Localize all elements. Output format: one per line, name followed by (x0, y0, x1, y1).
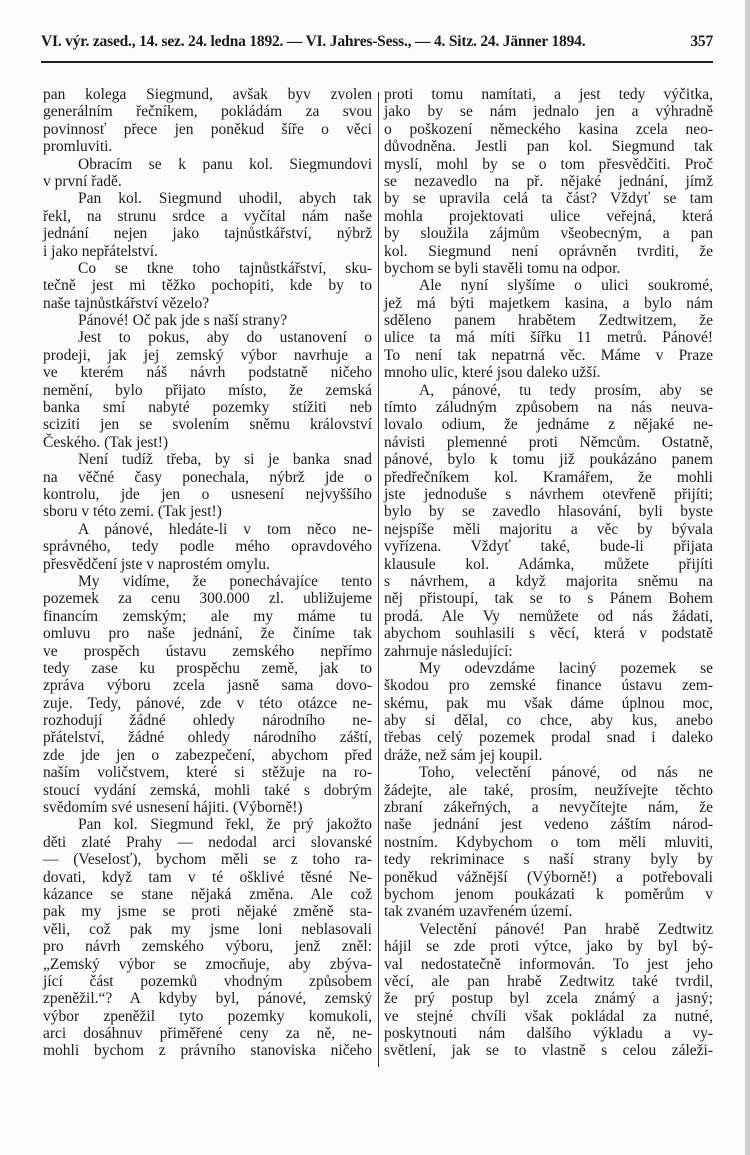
text-line: Obracím se k panu kol. Siegmundovi (78, 155, 372, 173)
text-line: A, pánové, tu tedy prosím, aby se (419, 381, 713, 399)
text-line: prodá. Ale Vy nemůžete od nás žádati, (384, 607, 713, 625)
text-line: abychom souhlasili s věcí, která v podstatě (384, 625, 713, 643)
text-line: věli, což pak my jsme loni neblasovali (43, 920, 372, 938)
text-line: ve kterém náš návrh podstatně ničeho (43, 364, 372, 382)
text-line: správného, tedy podle mého opravdového (43, 538, 372, 556)
paragraph (43, 86, 372, 156)
text-line: sboru v této zemi. (Tak jest!) (43, 503, 222, 521)
text-line: Toho, velectění pánové, od nás ne (419, 764, 713, 782)
text-line: tak zvaném uzavřeném území. (384, 903, 573, 921)
text-line: Pan kol. Siegmund řekl, že prý jakožto (78, 816, 372, 834)
text-line: Jest to pokus, aby do ustanovení o (78, 329, 372, 347)
text-line: povinnosť přece jen poněkud šíře o věci (43, 120, 372, 138)
text-line: věcí, ale pan hrabě Zedtwitz také tvrdil, (384, 972, 713, 990)
text-line: lovalo odium, že jednáme z nějaké ne- (384, 416, 713, 434)
text-line: v první řadě. (43, 172, 122, 190)
text-line: nemění, bylo přijato místo, že zemská (43, 381, 372, 399)
paragraph (384, 382, 713, 660)
text-line: tedy zase ku prospěchu země, jak to (43, 659, 372, 677)
text-line: něj přistoupí, tak se to s Pánem Bohem (384, 590, 713, 608)
text-line: naše jednání jest vedeno záštím národ- (384, 816, 713, 834)
running-title: VI. výr. zased., 14. sez. 24. ledna 1892. — VI. Jahres-Sess., — 4. Sitz. 24. Jänner 1894. (41, 33, 586, 50)
text-line: sciziti jen se svolením sněmu království (43, 416, 372, 434)
text-line: bychom jenom poukázati k poměrům v (384, 885, 713, 903)
text-line: skému, pak mu však dáme úplnou moc, (384, 694, 713, 712)
text-line: kázance se stane nějaká změna. Ale což (43, 885, 372, 903)
paragraph (384, 277, 713, 381)
text-line: ulice ta má míti šířku 11 metrů. Pánové! (384, 329, 713, 347)
text-line: jako by se nám jednalo jen a výhradně (384, 103, 713, 121)
paragraph (43, 329, 372, 451)
text-line: naše tajnůstkářství vězelo? (43, 294, 210, 312)
right-column (384, 86, 713, 1060)
text-line: — (Veselosť), bychom měli se z toho ra- (43, 851, 372, 869)
text-line: zpráva výboru zcela jasně sama dovo- (43, 677, 372, 695)
text-line: promluviti. (43, 138, 113, 156)
text-line: My vidíme, že ponechávajíce tento (78, 572, 372, 590)
paragraph (43, 312, 372, 329)
text-line: žádejte, ale také, prosím, neužívejte těchto (384, 781, 713, 799)
text-line: pánové, bylo k tomu již poukázáno panem (384, 451, 713, 469)
text-line: by se upravila celá ta část? Vždyť se tam (384, 190, 713, 208)
text-line: banka smí nabyté pozemky stížiti neb (43, 399, 372, 417)
text-line: Pan kol. Siegmund uhodil, abych tak (78, 190, 372, 208)
text-line: mohli bychom z právního stanoviska ničeho (43, 1042, 372, 1060)
text-line: zahrnuje následující: (384, 642, 513, 660)
text-line: jednání nejen jako tajnůstkářství, nýbrž (43, 225, 372, 243)
text-line: děti zlaté Prahy — nedodal arci slovanské (43, 833, 372, 851)
page-number: 357 (690, 33, 713, 50)
text-line: ve stejné chvíli však pokládal za nutné, (384, 1007, 713, 1025)
text-line: mohla projektovati ulice veřejná, která (384, 207, 713, 225)
text-line: jící část pozemků vhodným způsobem (43, 972, 372, 990)
text-line: nostním. Kdybychom o tom měli mluviti, (384, 833, 713, 851)
text-line: zuje. Tedy, pánové, zde v této otázce ne- (43, 694, 372, 712)
text-line: vyřízena. Vždyť také, bude-li přijata (384, 538, 713, 556)
text-line: generálním řečníkem, pokládám za svou (43, 103, 372, 121)
text-line: jste jednoduše s návrhem otevřeně přijíti; (384, 485, 713, 503)
paragraph (43, 156, 372, 191)
paragraph (384, 86, 713, 277)
paragraph (43, 521, 372, 573)
text-line: jež má býti majetkem kasina, a bylo nám (384, 294, 713, 312)
text-line: ve prospěch ústavu zemského nepřímo (43, 642, 372, 660)
paragraph (384, 921, 713, 1060)
text-line: Velectění pánové! Pan hrabě Zedtwitz (419, 920, 713, 938)
text-line: myslí, mohl by se o tom přesvědčiti. Proč (384, 155, 713, 173)
text-line: Co se tkne toho tajnůstkářství, sku- (78, 259, 372, 277)
text-line: pak my jsme se proti nějaké změně sta- (43, 903, 372, 921)
text-line: světlení, jak se to vlastně s celou záleži- (384, 1042, 713, 1060)
text-line: dráže, než sám jej koupil. (384, 746, 543, 764)
text-line: poněkud vážnější (Výborně!) a potřebovali (384, 868, 713, 886)
text-line: klausule kol. Adámka, můžete přijíti (384, 555, 713, 573)
paragraph (43, 451, 372, 521)
text-line: předřečníkem kol. Kramářem, že mohli (384, 468, 713, 486)
text-line: že prý postup byl zcela známý a jasný; (384, 990, 713, 1008)
text-line: omluvu pro naše jednání, že činíme tak (43, 625, 372, 643)
text-line: dovati, když tam v té ošklivé těsné Ne- (43, 868, 372, 886)
text-line: mnoho ulic, které jsou daleko užší. (384, 364, 601, 382)
header-rule (41, 61, 713, 63)
text-line: poskytnouti nám dalšího výkladu a vy- (384, 1025, 713, 1043)
running-header (41, 33, 713, 51)
text-line: s návrhem, a když majorita sněmu na (384, 572, 713, 590)
paragraph (43, 573, 372, 816)
text-line: hájil se zde proti výtce, jako by byl bý- (384, 938, 713, 956)
paragraph (43, 260, 372, 312)
text-line: tímto záludným způsobem na nás neuva- (384, 399, 713, 417)
text-line: Českého. (Tak jest!) (43, 433, 169, 451)
text-line: svědomím své usnesení hájiti. (Výborně!) (43, 799, 303, 817)
text-line: přesvědčení jste v naprostém omylu. (43, 555, 270, 573)
text-line: Ale nyní slyšíme o ulici soukromé, (419, 277, 713, 295)
text-line: třebas celý pozemek prodal snad i daleko (384, 729, 713, 747)
text-line: by sloužila zájmům všeobecným, a pan (384, 225, 713, 243)
text-line: kol. Siegmund není oprávněn tvrditi, že (384, 242, 713, 260)
text-line: důvodněna. Jestli pan kol. Siegmund tak (384, 138, 713, 156)
paragraph (384, 764, 713, 921)
text-line: A pánové, hledáte-li v tom něco ne- (78, 520, 372, 538)
text-line: sděleno panem hrabětem Zedtwitzem, že (384, 312, 713, 330)
text-line: o poškození německého kasina zcela neo- (384, 120, 713, 138)
text-line: zpeněžil.“? A kdyby byl, pánové, zemský (43, 990, 372, 1008)
text-line: tečně jest mi těžko pochopiti, kde by to (43, 277, 372, 295)
left-column (43, 86, 372, 1060)
text-line: Není tudíž třeba, by si je banka snad (78, 451, 372, 469)
text-line: nejspíše měli majoritu a věc by bývala (384, 520, 713, 538)
text-line: naším voličstvem, které si stěžuje na ro- (43, 764, 372, 782)
page-edge (745, 0, 750, 1155)
text-line: pozemek za cenu 300.000 zl. ubližujeme (43, 590, 372, 608)
text-line: pro návrh zemského výboru, jenž zněl: (43, 938, 372, 956)
text-line: pan kolega Siegmund, avšak byv zvolen (43, 86, 372, 103)
text-line: tedy rekriminace s naší strany byly by (384, 851, 713, 869)
text-line: bylo by se zavedlo hlasování, byli byste (384, 503, 713, 521)
paragraph (43, 816, 372, 1059)
text-line: na věčné časy ponechala, nýbrž jde o (43, 468, 372, 486)
column-divider (378, 92, 379, 1067)
text-line: Pánové! Oč pak jde s naší strany? (78, 312, 288, 330)
text-line: i jako nepřátelství. (43, 242, 158, 260)
text-line: škodou pro zemské finance ústavu zem- (384, 677, 713, 695)
text-line: arci dosáhnuv přiměřené ceny za ně, ne- (43, 1025, 372, 1043)
text-line: zbraní zákeřných, a nevyčítejte nám, že (384, 799, 713, 817)
text-line: financím zemským; ale my máme tu (43, 607, 372, 625)
text-line: zde jde jen o zabezpečení, abychom před (43, 746, 372, 764)
text-line: přátelství, žádné ohledy národního záští, (43, 729, 372, 747)
text-line: se nezavedlo na př. nějaké jednání, jímž (384, 172, 713, 190)
text-line: rozhodují žádné ohledy národního ne- (43, 712, 372, 730)
text-line: prodeji, jak jej zemský výbor navrhuje a (43, 346, 372, 364)
text-line: aby si dělal, co chce, aby kus, anebo (384, 712, 713, 730)
paragraph (43, 190, 372, 260)
paragraph (384, 660, 713, 764)
text-line: proti tomu namítati, a jest tedy výčitka, (384, 86, 713, 103)
text-line: My odevzdáme laciný pozemek se (419, 659, 713, 677)
text-line: návisti plemenné proti Němcům. Ostatně, (384, 433, 713, 451)
text-line: řekl, na strunu srdce a vyčítal nám naše (43, 207, 372, 225)
text-line: bychom se byli stavěli tomu na odpor. (384, 259, 621, 277)
text-line: val nedostatečně informován. To jest jeho (384, 955, 713, 973)
text-line: kontrolu, jde jen o usnesení nejvyššího (43, 485, 372, 503)
text-line: výbor zpeněžil tyto pozemky komukoli, (43, 1007, 372, 1025)
text-line: stoucí vydání zemská, mohli také s dobrým (43, 781, 372, 799)
text-line: To není tak nepatrná věc. Máme v Praze (384, 346, 713, 364)
text-line: „Zemský výbor se zmocňuje, aby zbýva- (43, 955, 372, 973)
